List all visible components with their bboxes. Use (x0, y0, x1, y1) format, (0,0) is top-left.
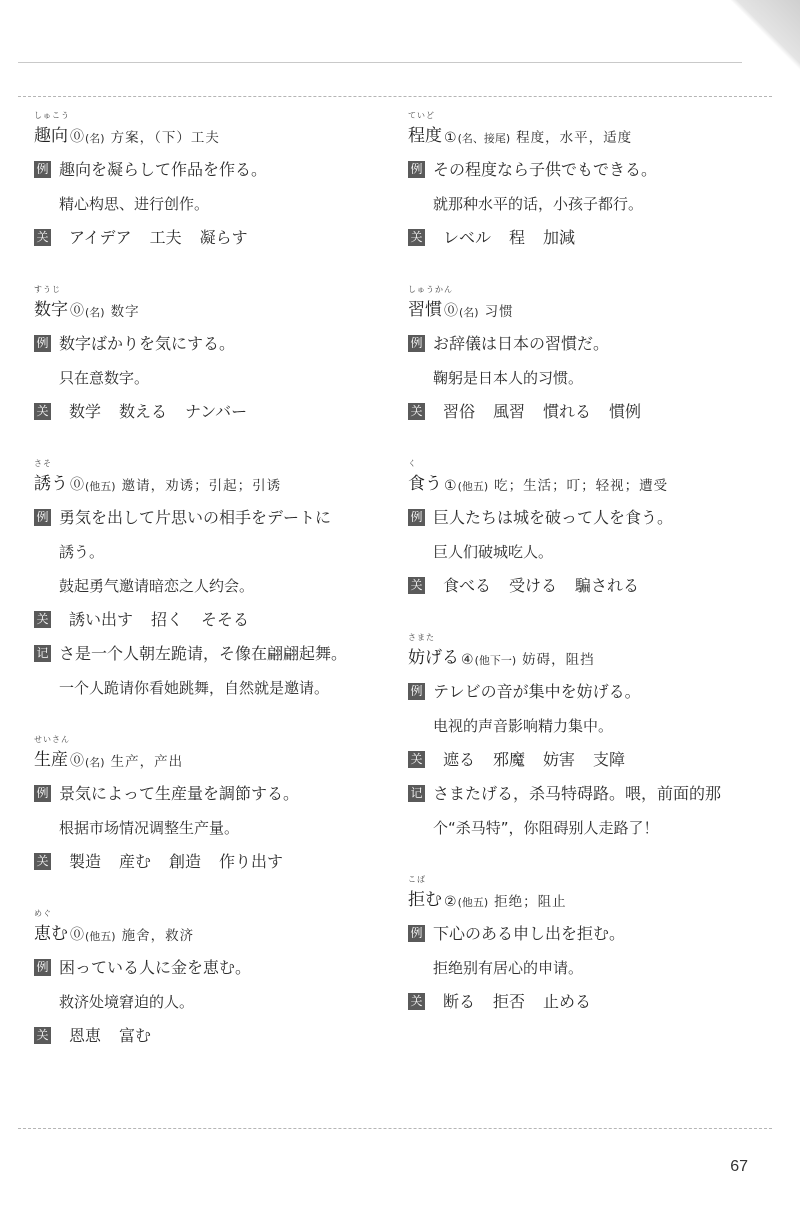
related-word: 産む (119, 852, 152, 871)
example-badge: 例 (408, 161, 425, 178)
headword: しゅこう 趣向 (34, 111, 70, 146)
part-of-speech: (他五) (85, 930, 116, 943)
headword: さまた 妨げる (408, 633, 459, 668)
related-word: 遮る (443, 750, 476, 769)
accent-mark: ⓪ (70, 927, 84, 943)
headword: せいさん 生産 (34, 735, 70, 770)
meaning: 习惯 (484, 304, 514, 320)
accent-mark: ⓪ (70, 477, 84, 493)
related-word: 止める (543, 992, 592, 1011)
related-badge: 关 (408, 993, 425, 1010)
top-rule (18, 62, 742, 63)
related-badge: 关 (408, 751, 425, 768)
related-word: ナンバー (185, 402, 248, 421)
related-word: 富む (119, 1026, 152, 1045)
example-sentence: 例 趣向を凝らして作品を作る。 (34, 146, 414, 180)
related-word: 作り出す (219, 852, 284, 871)
example-translation: 拒绝别有居心的申请。 (433, 959, 584, 977)
entry-head (408, 872, 788, 910)
bottom-dashed-rule (18, 1128, 772, 1129)
related-badge: 关 (34, 229, 51, 246)
related-word: 断る (443, 992, 476, 1011)
accent-mark: ⓪ (70, 753, 84, 769)
related-badge: 关 (34, 611, 51, 628)
example-sentence: 例 巨人たちは城を破って人を食う。 (408, 494, 788, 528)
vocab-entry-right-5 (408, 872, 788, 1046)
page-corner-fold (730, 0, 800, 70)
page-number: 67 (730, 1158, 748, 1175)
meaning: 邀请，劝诱；引起；引诱 (121, 478, 282, 494)
example-badge: 例 (408, 335, 425, 352)
example-translation: 根据市场情况调整生产量。 (59, 819, 240, 837)
entry-head (408, 108, 788, 146)
related-word: 風習 (493, 402, 526, 421)
entry-gap (408, 838, 788, 872)
meaning: 拒绝；阻止 (494, 894, 567, 910)
related-badge: 关 (34, 1027, 51, 1044)
example-translation: 巨人们破城吃人。 (433, 543, 554, 561)
related-words (34, 214, 414, 248)
entry-gap (408, 422, 788, 456)
meaning: 施舍，救济 (121, 928, 195, 944)
related-words (34, 596, 414, 630)
example-sentence: 例 困っている人に金を恵む。 (34, 944, 414, 978)
entry-head (34, 456, 414, 494)
related-badge: 关 (408, 229, 425, 246)
accent-mark: ① (444, 130, 457, 146)
accent-mark: ⓪ (70, 303, 84, 319)
example-translation: 救济处境窘迫的人。 (59, 993, 195, 1011)
related-word: そそる (201, 610, 250, 629)
part-of-speech: (他下一) (474, 654, 517, 667)
related-word: 妨害 (543, 750, 576, 769)
entry-head (408, 282, 788, 320)
example-translation: 鞠躬是日本人的习惯。 (433, 369, 584, 387)
related-word: 支障 (593, 750, 626, 769)
related-badge: 关 (34, 403, 51, 420)
example-badge: 例 (34, 509, 51, 526)
example-translation: 就那种水平的话，小孩子都行。 (433, 195, 644, 213)
accent-mark: ⓪ (444, 303, 458, 319)
related-word: 習俗 (443, 402, 476, 421)
accent-mark: ④ (461, 652, 474, 668)
furigana: めぐ (34, 909, 52, 918)
related-words (408, 978, 788, 1012)
furigana: さそ (34, 459, 52, 468)
entry-gap (34, 698, 414, 732)
related-word: 慣例 (609, 402, 642, 421)
furigana: しゅうかん (408, 285, 453, 294)
related-word: 程 (509, 228, 526, 247)
part-of-speech: (他五) (85, 480, 116, 493)
furigana: ていど (408, 111, 435, 120)
furigana: せいさん (34, 735, 70, 744)
related-word: 拒否 (493, 992, 526, 1011)
furigana: さまた (408, 633, 435, 642)
related-word: 数える (119, 402, 168, 421)
entry-head (408, 630, 788, 668)
accent-mark: ⓪ (70, 129, 84, 145)
part-of-speech: (他五) (457, 896, 489, 909)
right-column (408, 108, 788, 1046)
furigana: すうじ (34, 285, 61, 294)
accent-mark: ② (444, 894, 457, 910)
related-word: 邪魔 (493, 750, 526, 769)
related-word: 数学 (69, 402, 102, 421)
entry-head (34, 108, 414, 146)
furigana: しゅこう (34, 111, 70, 120)
vocab-entry-right-2 (408, 282, 788, 456)
example-badge: 例 (408, 925, 425, 942)
example-sentence: 例 下心のある申し出を拒む。 (408, 910, 788, 944)
entry-gap (34, 422, 414, 456)
related-word: 加減 (543, 228, 576, 247)
vocab-entry-right-1 (408, 108, 788, 282)
vocab-entry-left-4 (34, 732, 414, 906)
related-words (408, 388, 788, 422)
example-badge: 例 (34, 959, 51, 976)
entry-gap (408, 1012, 788, 1046)
entry-gap (408, 248, 788, 282)
top-dashed-rule (18, 96, 772, 97)
left-column (34, 108, 414, 1080)
entry-head (34, 282, 414, 320)
vocab-entry-left-2 (34, 282, 414, 456)
furigana: こば (408, 875, 426, 884)
meaning: 数字 (110, 304, 140, 320)
related-words (408, 214, 788, 248)
vocab-entry-right-3 (408, 456, 788, 630)
example-sentence: 例 数字ばかりを気にする。 (34, 320, 414, 354)
meaning: 方案，（下）工夫 (110, 130, 220, 146)
related-badge: 关 (408, 403, 425, 420)
related-word: レベル (443, 228, 492, 247)
accent-mark: ① (444, 478, 457, 494)
related-words (34, 838, 414, 872)
example-badge: 例 (408, 509, 425, 526)
entry-gap (34, 1046, 414, 1080)
meaning: 吃；生活；叮；轻视；遭受 (494, 478, 669, 494)
vocab-entry-left-5 (34, 906, 414, 1080)
memory-note-cont: 个“杀马特”，你阻碍别人走路了！ (433, 819, 659, 837)
related-word: 工夫 (149, 228, 182, 247)
note-badge: 记 (34, 645, 51, 662)
example-sentence: 例 お辞儀は日本の習慣だ。 (408, 320, 788, 354)
entry-gap (34, 248, 414, 282)
memory-note-cont: 一个人跪请你看她跳舞，自然就是邀请。 (59, 679, 330, 697)
note-badge: 记 (408, 785, 425, 802)
meaning: 妨碍，阻挡 (522, 652, 595, 668)
vocab-entry-left-3 (34, 456, 414, 732)
example-sentence: 例 勇気を出して片思いの相手をデートに (34, 494, 414, 528)
example-badge: 例 (34, 161, 51, 178)
example-translation: 鼓起勇气邀请暗恋之人约会。 (59, 577, 255, 595)
related-badge: 关 (34, 853, 51, 870)
related-word: 誘い出す (69, 610, 134, 629)
part-of-speech: (名) (85, 306, 105, 319)
entry-head (408, 456, 788, 494)
vocab-entry-left-1 (34, 108, 414, 282)
related-word: 招く (151, 610, 184, 629)
related-badge: 关 (408, 577, 425, 594)
vocab-entry-right-4 (408, 630, 788, 872)
headword: めぐ 恵む (34, 909, 68, 944)
example-sentence: 例 景気によって生産量を調節する。 (34, 770, 414, 804)
furigana: く (408, 459, 417, 468)
entry-head (34, 906, 414, 944)
example-translation: 电视的声音影响精力集中。 (433, 717, 614, 735)
headword: こば 拒む (408, 875, 442, 910)
related-words (408, 562, 788, 596)
related-word: 騙される (575, 576, 640, 595)
meaning: 程度，水平，适度 (516, 130, 633, 146)
related-word: 慣れる (543, 402, 592, 421)
entry-gap (408, 596, 788, 630)
part-of-speech: (他五) (457, 480, 489, 493)
related-word: 受ける (509, 576, 558, 595)
headword: さそ 誘う (34, 459, 68, 494)
related-words (408, 736, 788, 770)
related-word: 創造 (169, 852, 202, 871)
example-badge: 例 (34, 785, 51, 802)
related-word: 製造 (69, 852, 102, 871)
entry-head (34, 732, 414, 770)
memory-note: 记 さ是一个人朝左跪请，そ像在翩翩起舞。 (34, 630, 414, 664)
related-word: 食べる (443, 576, 492, 595)
part-of-speech: (名) (459, 306, 479, 319)
headword: しゅうかん 習慣 (408, 285, 453, 320)
example-sentence: 例 その程度なら子供でもできる。 (408, 146, 788, 180)
related-word: アイデア (69, 228, 132, 247)
part-of-speech: (名) (85, 756, 105, 769)
headword: ていど 程度 (408, 111, 442, 146)
headword: く 食う (408, 459, 442, 494)
example-badge: 例 (408, 683, 425, 700)
example-sentence-cont: 誘う。 (59, 543, 105, 561)
headword: すうじ 数字 (34, 285, 68, 320)
part-of-speech: (名) (85, 132, 105, 145)
related-word: 凝らす (199, 228, 248, 247)
related-words (34, 1012, 414, 1046)
example-translation: 精心构思、进行创作。 (59, 195, 210, 213)
related-words (34, 388, 414, 422)
example-translation: 只在意数字。 (59, 369, 150, 387)
example-sentence: 例 テレビの音が集中を妨げる。 (408, 668, 788, 702)
memory-note: 记 さまたげる，杀马特碍路。喂，前面的那 (408, 770, 788, 804)
meaning: 生产，产出 (110, 754, 184, 770)
part-of-speech: (名、接尾) (457, 132, 511, 145)
example-badge: 例 (34, 335, 51, 352)
entry-gap (34, 872, 414, 906)
related-word: 恩恵 (69, 1026, 102, 1045)
